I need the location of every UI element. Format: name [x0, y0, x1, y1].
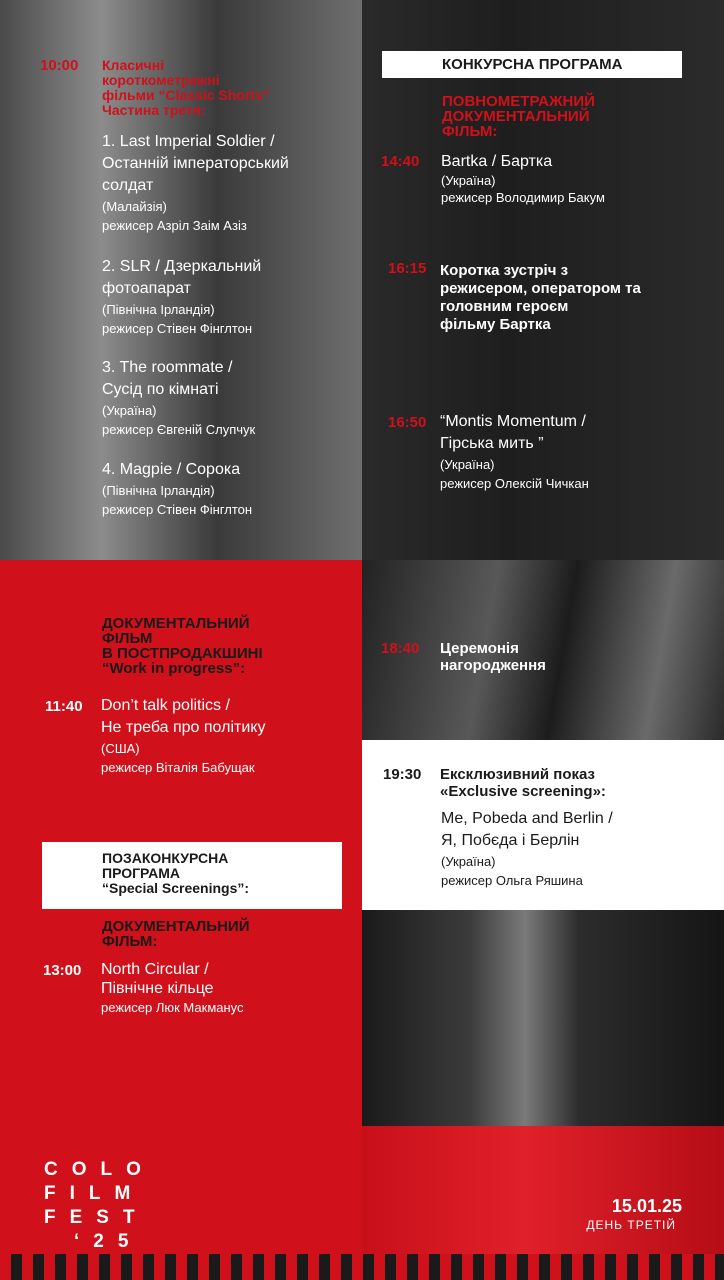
film-title: Останній імператорський — [102, 155, 289, 172]
heading-line: ПОВНОМЕТРАЖНИЙ — [442, 93, 595, 110]
label-line: ПОЗАКОНКУРСНА — [102, 850, 229, 866]
film-item-1 — [102, 131, 289, 235]
heading-line: ДОКУМЕНТАЛЬНИЙ — [102, 918, 250, 935]
film-title: North Circular / — [101, 961, 209, 978]
logo-line: FILM — [44, 1183, 145, 1204]
heading-line: Ексклюзивний показ — [440, 766, 595, 783]
time-18-40: 18:40 — [381, 640, 420, 657]
film-item-3 — [102, 357, 255, 439]
doc-film-heading — [102, 919, 249, 949]
film-director: режисер Люк Макманус — [101, 1000, 244, 1015]
colo-film-fest-logo — [44, 1158, 155, 1254]
film-title: 3. The roommate / — [102, 359, 233, 376]
film-title: 2. SLR / Дзеркальний — [102, 258, 262, 275]
feature-doc-heading — [442, 94, 595, 139]
film-title: “Montis Momentum / — [440, 413, 586, 430]
event-montis-momentum — [440, 411, 589, 493]
heading-line: короткометражні — [102, 72, 220, 88]
meeting-heading — [440, 262, 641, 334]
heading-line: В ПОСТПРОДАКШИНІ — [102, 645, 263, 662]
classic-shorts-heading — [102, 58, 270, 118]
exclusive-screening-heading — [440, 766, 606, 800]
event-bartka — [441, 151, 605, 207]
heading-line: Коротка зустріч з — [440, 262, 569, 279]
film-director: режисер Стівен Фінглтон — [102, 502, 253, 517]
film-director: режисер Володимир Бакум — [441, 190, 605, 205]
heading-line: режисером, оператором та — [440, 280, 641, 297]
label-line: ПРОГРАМА — [102, 865, 181, 881]
film-country: (Північна Ірландія) — [102, 483, 215, 498]
low-right-panel — [362, 910, 724, 1126]
film-director: режисер Азріл Заім Азіз — [102, 218, 247, 233]
time-10-00: 10:00 — [40, 57, 79, 74]
film-director: режисер Олексій Чичкан — [440, 476, 589, 491]
event-dont-talk-politics — [101, 695, 265, 777]
filmstrip-border — [0, 1254, 724, 1280]
film-title: 4. Magpie / Сорока — [102, 461, 241, 478]
film-country: (Україна) — [102, 403, 157, 418]
time-13-00: 13:00 — [43, 962, 82, 979]
logo-line: COLO — [44, 1159, 155, 1180]
heading-line: фільму Бартка — [440, 316, 551, 333]
film-country: (США) — [101, 741, 140, 756]
time-11-40: 11:40 — [45, 698, 83, 715]
film-title: Bartka / Бартка — [441, 153, 553, 170]
work-in-progress-heading — [102, 616, 263, 676]
film-country: (Україна) — [441, 173, 496, 188]
competition-program-label: КОНКУРСНА ПРОГРАМА — [382, 51, 682, 78]
day-label: ДЕНЬ ТРЕТІЙ — [586, 1218, 676, 1232]
film-country: (Україна) — [440, 457, 495, 472]
heading-line: головним героєм — [440, 298, 569, 315]
heading-line: Церемонія — [440, 640, 519, 657]
film-director: режисер Віталія Бабущак — [101, 760, 255, 775]
label-line: “Special Screenings”: — [102, 880, 250, 896]
special-screenings-label — [42, 842, 342, 909]
festival-date: 15.01.25 — [611, 1196, 682, 1216]
film-title: Північне кільце — [101, 980, 214, 997]
time-16-15: 16:15 — [388, 260, 427, 277]
film-country: (Малайзія) — [102, 199, 167, 214]
film-director: режисер Євгеній Слупчук — [102, 422, 256, 437]
heading-line: Класичні — [102, 57, 165, 73]
heading-line: ФІЛЬМ: — [442, 123, 498, 140]
heading-line: ФІЛЬМ: — [102, 933, 158, 950]
film-country: (Північна Ірландія) — [102, 302, 215, 317]
logo-line: FEST — [44, 1207, 149, 1228]
heading-line: Частина третя: — [102, 102, 206, 118]
heading-line: нагородження — [440, 657, 546, 674]
film-title: 1. Last Imperial Soldier / — [102, 133, 275, 150]
heading-line: ДОКУМЕНТАЛЬНИЙ — [442, 108, 590, 125]
film-title: солдат — [102, 177, 154, 194]
film-country: (Україна) — [441, 854, 496, 869]
ceremony-heading — [440, 640, 546, 674]
heading-line: ФІЛЬМ — [102, 630, 153, 647]
film-title: Я, Побєда і Берлін — [441, 832, 580, 849]
heading-line: “Work in progress”: — [102, 660, 246, 677]
film-title: Сусід по кімнаті — [102, 381, 219, 398]
event-north-circular — [101, 960, 244, 1017]
time-16-50: 16:50 — [388, 414, 427, 431]
footer-right-panel — [362, 1126, 724, 1254]
film-item-4 — [102, 459, 252, 519]
film-title: Me, Pobeda and Berlin / — [441, 810, 613, 827]
film-item-2 — [102, 256, 261, 338]
time-14-40: 14:40 — [381, 153, 420, 170]
film-title: Don’t talk politics / — [101, 697, 230, 714]
film-director: режисер Стівен Фінглтон — [102, 321, 253, 336]
event-me-pobeda-berlin — [441, 808, 613, 890]
time-19-30: 19:30 — [383, 766, 422, 783]
film-title: Не треба про політику — [101, 719, 266, 736]
film-title: фотоапарат — [102, 280, 191, 297]
film-director: режисер Ольга Ряшина — [441, 873, 583, 888]
heading-line: фільми “Classic Shorts” — [102, 87, 270, 103]
heading-line: «Exclusive screening»: — [440, 783, 606, 800]
logo-line: ‘25 — [74, 1231, 143, 1252]
heading-line: ДОКУМЕНТАЛЬНИЙ — [102, 615, 250, 632]
film-title: Гірська мить ” — [440, 435, 544, 452]
